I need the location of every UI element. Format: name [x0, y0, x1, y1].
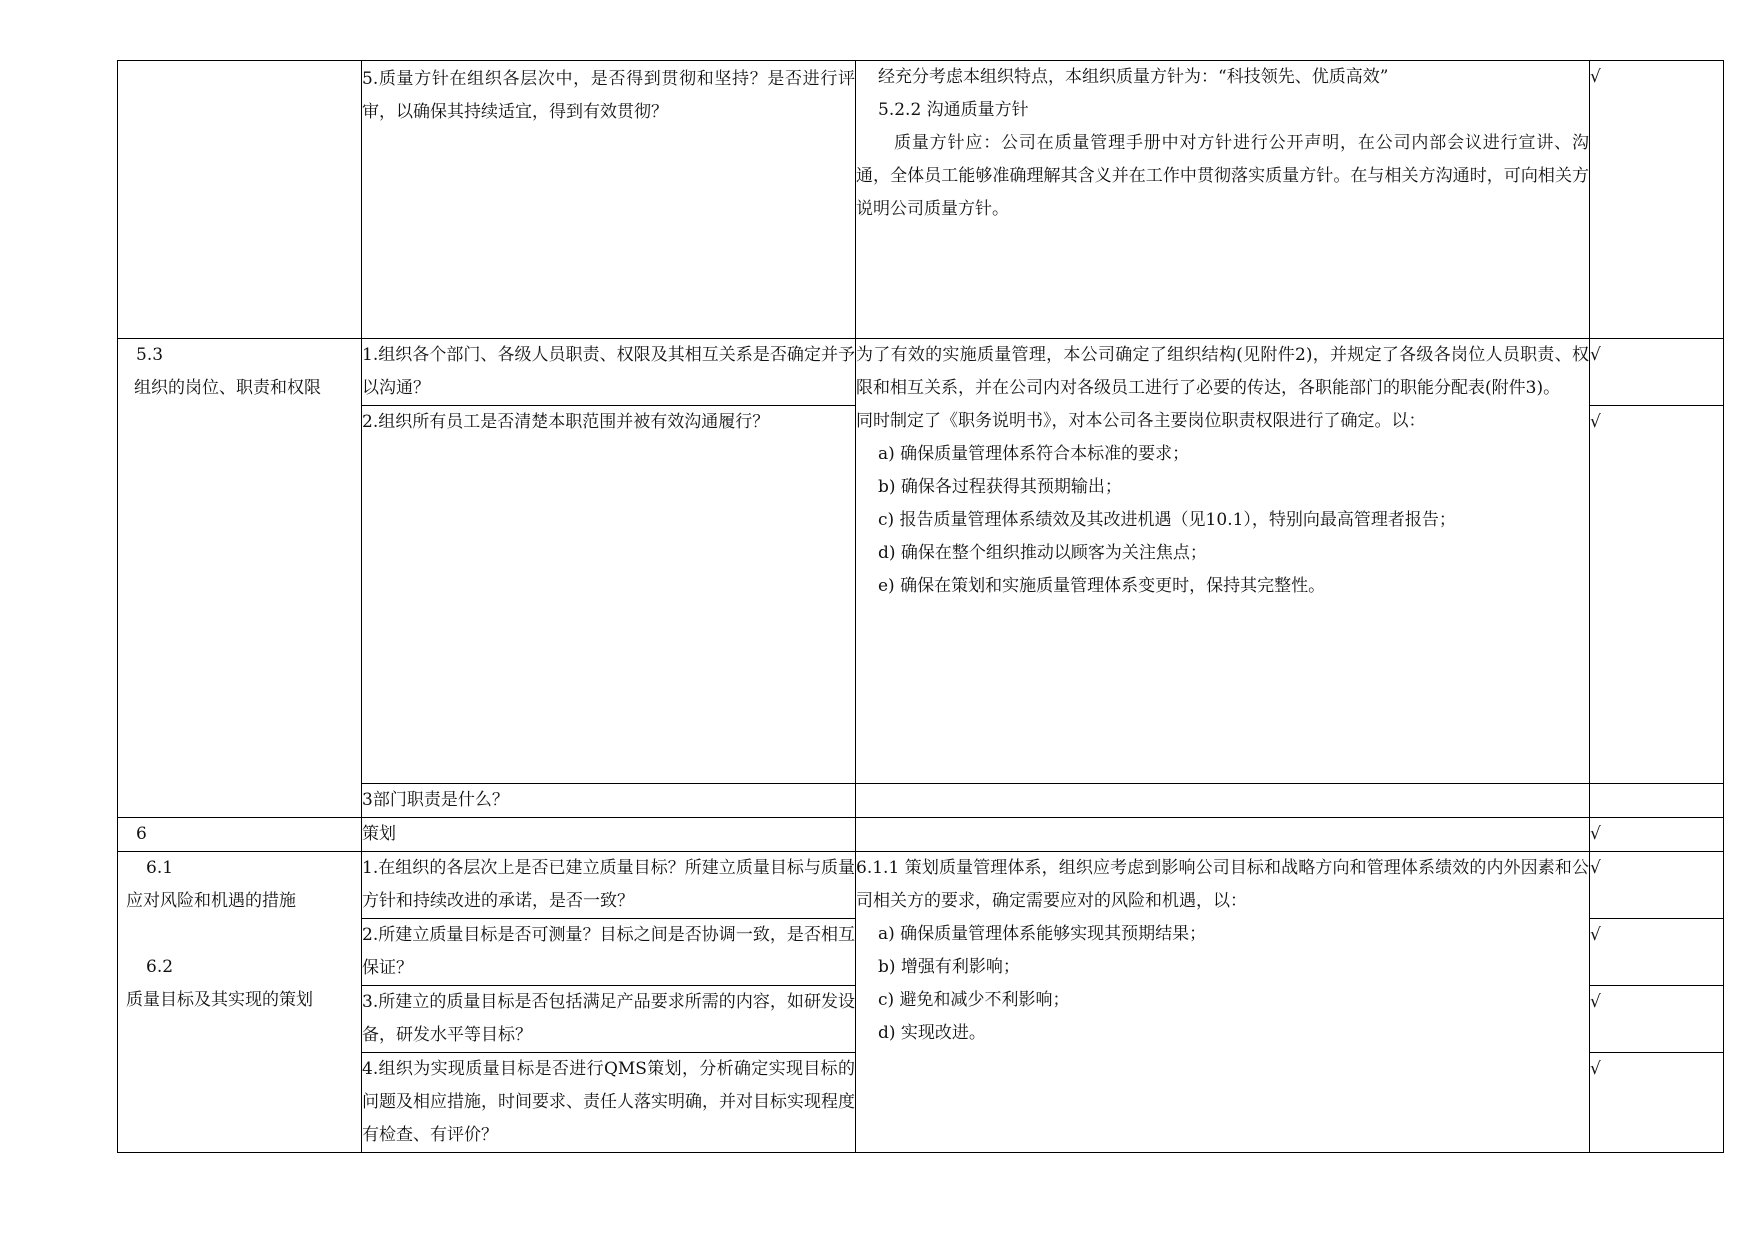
section-number: 5.3 — [136, 345, 164, 365]
check-cell — [1590, 784, 1724, 818]
section-cell — [118, 339, 362, 818]
question-cell — [362, 61, 856, 339]
check-mark: √ — [1590, 67, 1601, 87]
table-row — [118, 339, 1724, 406]
question-text: 1.在组织的各层次上是否已建立质量目标？所建立质量目标与质量方针和持续改进的承诺，是否一致？ — [362, 858, 855, 911]
answer-list-item: c) 报告质量管理体系绩效及其改进机遇（见10.1），特别向最高管理者报告； — [878, 510, 1456, 530]
question-cell — [362, 852, 856, 919]
answer-list-item: b) 确保各过程获得其预期输出； — [878, 477, 1122, 497]
answer-paragraph: 6.1.1 策划质量管理体系，组织应考虑到影响公司目标和战略方向和管理体系绩效的内外因素和公司相关方的要求，确定需要应对的风险和机遇，以： — [856, 858, 1589, 911]
question-text: 3部门职责是什么？ — [362, 790, 509, 810]
check-mark: √ — [1590, 412, 1601, 432]
question-text: 4.组织为实现质量目标是否进行QMS策划，分析确定实现目标的问题及相应措施，时间要求、责任人落实明确，并对目标实现程度有检查、有评价？ — [362, 1059, 855, 1145]
answer-paragraph: 同时制定了《职务说明书》，对本公司各主要岗位职责权限进行了确定。以： — [856, 411, 1426, 431]
answer-paragraph: 质量方针应：公司在质量管理手册中对方针进行公开声明，在公司内部会议进行宣讲、沟通，全体员工能够准确理解其含义并在工作中贯彻落实质量方针。在与相关方沟通时，可向相关方说明公司质量方针。 — [856, 133, 1589, 219]
check-cell — [1590, 61, 1724, 339]
table-row — [118, 61, 1724, 339]
table-row — [118, 852, 1724, 919]
question-text: 3.所建立的质量目标是否包括满足产品要求所需的内容，如研发设备，研发水平等目标？ — [362, 992, 855, 1045]
question-text: 1.组织各个部门、各级人员职责、权限及其相互关系是否确定并予以沟通？ — [362, 345, 855, 398]
question-cell — [362, 919, 856, 986]
answer-subheading: 5.2.2 沟通质量方针 — [878, 100, 1029, 120]
check-cell — [1590, 852, 1724, 919]
check-cell — [1590, 986, 1724, 1053]
answer-list-item: a) 确保质量管理体系能够实现其预期结果； — [878, 924, 1207, 944]
table-row — [118, 818, 1724, 852]
question-cell — [362, 1053, 856, 1153]
section-title: 质量目标及其实现的策划 — [126, 990, 313, 1010]
answer-list-item: b) 增强有利影响； — [878, 957, 1020, 977]
section-title: 策划 — [362, 824, 396, 844]
answer-list-item: a) 确保质量管理体系符合本标准的要求； — [878, 444, 1190, 464]
answer-cell — [856, 818, 1590, 852]
question-text: 5.质量方针在组织各层次中，是否得到贯彻和坚持？是否进行评审，以确保其持续适宜，得到有效贯彻？ — [362, 69, 855, 122]
section-cell — [118, 852, 362, 1153]
question-cell — [362, 339, 856, 406]
section-cell — [118, 818, 362, 852]
check-cell — [1590, 818, 1724, 852]
answer-paragraph: 为了有效的实施质量管理，本公司确定了组织结构(见附件2)，并规定了各级各岗位人员职责、权限和相互关系，并在公司内对各级员工进行了必要的传达，各职能部门的职能分配表(附件3)。 — [856, 345, 1589, 398]
check-cell — [1590, 406, 1724, 784]
section-number: 6.1 — [146, 858, 174, 878]
section-number: 6 — [136, 824, 147, 844]
check-cell — [1590, 1053, 1724, 1153]
check-mark: √ — [1590, 1059, 1601, 1079]
check-cell — [1590, 919, 1724, 986]
section-title: 组织的岗位、职责和权限 — [134, 378, 321, 398]
question-text: 2.所建立质量目标是否可测量？目标之间是否协调一致，是否相互保证？ — [362, 925, 855, 978]
answer-cell — [856, 339, 1590, 784]
answer-list-item: d) 实现改进。 — [878, 1023, 986, 1043]
answer-list-item: e) 确保在策划和实施质量管理体系变更时，保持其完整性。 — [878, 576, 1326, 596]
check-mark: √ — [1590, 345, 1601, 365]
check-mark: √ — [1590, 824, 1601, 844]
check-mark: √ — [1590, 925, 1601, 945]
question-cell — [362, 818, 856, 852]
answer-paragraph: 经充分考虑本组织特点，本组织质量方针为：“科技领先、优质高效” — [878, 67, 1389, 87]
answer-cell — [856, 784, 1590, 818]
check-mark: √ — [1590, 992, 1601, 1012]
answer-cell — [856, 61, 1590, 339]
question-text: 2.组织所有员工是否清楚本职范围并被有效沟通履行？ — [362, 412, 770, 432]
question-cell — [362, 784, 856, 818]
audit-checklist-table — [117, 60, 1724, 1153]
section-title: 应对风险和机遇的措施 — [126, 891, 296, 911]
answer-list-item: c) 避免和减少不利影响； — [878, 990, 1070, 1010]
check-cell — [1590, 339, 1724, 406]
question-cell — [362, 986, 856, 1053]
section-number: 6.2 — [146, 957, 174, 977]
question-cell — [362, 406, 856, 784]
section-cell — [118, 61, 362, 339]
answer-cell — [856, 852, 1590, 1153]
check-mark: √ — [1590, 858, 1601, 878]
answer-list-item: d) 确保在整个组织推动以顾客为关注焦点； — [878, 543, 1207, 563]
